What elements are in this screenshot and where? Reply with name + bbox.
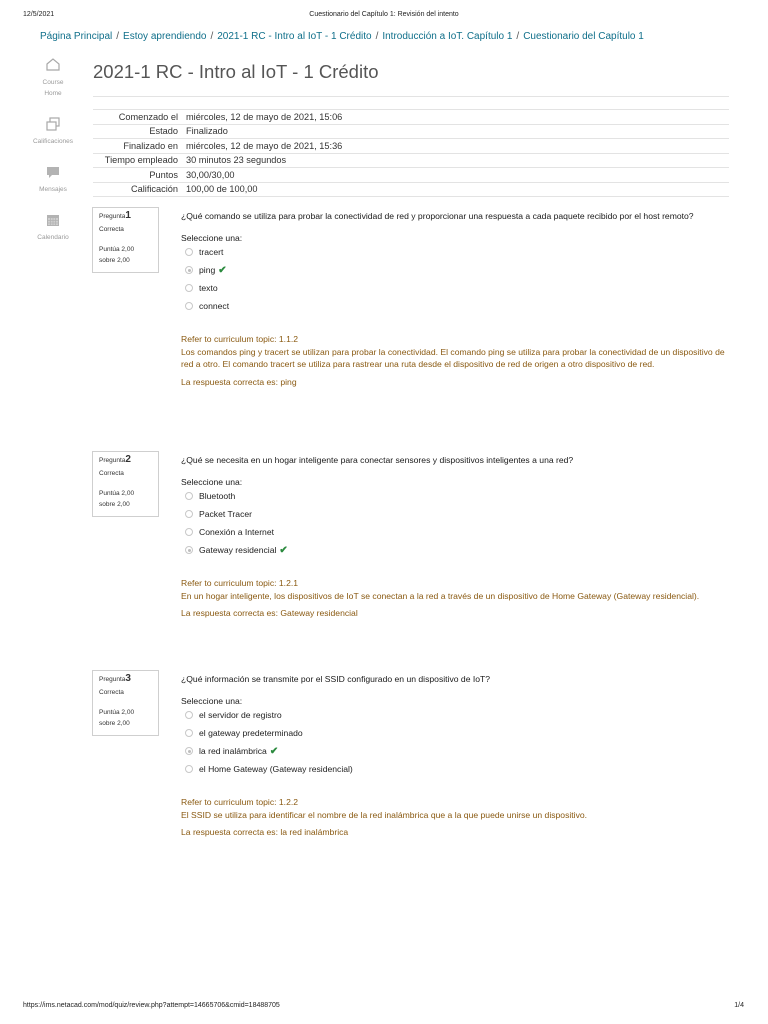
summary-value: 30,00/30,00 xyxy=(186,169,235,180)
print-footer xyxy=(0,1002,768,1012)
sidebar-label-messages: Mensajes xyxy=(39,186,67,193)
answer-option-label: Conexión a Internet xyxy=(199,527,275,537)
calendar-icon xyxy=(26,212,80,230)
question-grade: Puntúa 2,00 xyxy=(99,490,135,497)
summary-value: miércoles, 12 de mayo de 2021, 15:06 xyxy=(186,111,343,122)
question-info-2 xyxy=(92,451,159,517)
breadcrumb-item-learning[interactable]: Estoy aprendiendo xyxy=(123,31,207,42)
radio-button[interactable] xyxy=(185,492,193,500)
radio-button[interactable] xyxy=(185,729,193,737)
answer-prompt: Seleccione una: xyxy=(181,696,243,706)
answer-prompt: Seleccione una: xyxy=(181,233,243,243)
question-content-2 xyxy=(181,454,726,618)
summary-label: Comenzado el xyxy=(118,111,178,122)
print-date: 12/5/2021 xyxy=(23,11,55,18)
correct-check-icon: ✔ xyxy=(218,265,227,276)
feedback-text: Los comandos ping y tracert se utilizan para probar la conectividad. El comando ping se utiliza para probar la conectividad de un dispositivo de red a otro. El comando tracert se utiliza para rastrear una ruta desde el dispositivo de red de origen a otro dispositivo de red. xyxy=(181,346,725,369)
summary-label: Puntos xyxy=(149,169,178,180)
print-url: https://ims.netacad.com/mod/quiz/review.php?attempt=14665706&cmid=18488705 xyxy=(23,1002,280,1009)
attempt-summary-table xyxy=(93,109,729,197)
answer-option[interactable] xyxy=(181,487,726,505)
summary-label: Tiempo empleado xyxy=(104,155,178,166)
question-state: Correcta xyxy=(99,226,124,233)
question-grade: Puntúa 2,00 xyxy=(99,246,135,253)
right-answer: La respuesta correcta es: Gateway residencial xyxy=(181,608,358,618)
answer-option[interactable] xyxy=(181,297,726,315)
answer-option-label: Packet Tracer xyxy=(199,509,253,519)
summary-value: miércoles, 12 de mayo de 2021, 15:36 xyxy=(186,140,343,151)
summary-row-time-taken xyxy=(93,153,729,168)
radio-button[interactable] xyxy=(185,528,193,536)
sidebar-label-course: Course xyxy=(42,79,64,86)
summary-label: Estado xyxy=(149,126,178,137)
breadcrumb-separator: / xyxy=(375,31,379,42)
answer-option[interactable] xyxy=(181,505,726,523)
radio-button[interactable] xyxy=(185,711,193,719)
question-number: 3 xyxy=(125,673,131,684)
grades-icon xyxy=(26,116,80,134)
radio-button[interactable] xyxy=(185,765,193,773)
summary-row-completed xyxy=(93,139,729,154)
question-number: 2 xyxy=(125,454,131,465)
page-title: 2021-1 RC - Intro al IoT - 1 Crédito xyxy=(93,61,379,82)
answer-option[interactable] xyxy=(181,760,726,778)
question-content-1 xyxy=(181,210,726,387)
answer-option-label: ping xyxy=(199,265,216,275)
answer-option-label: el gateway predeterminado xyxy=(199,728,303,738)
answer-option-label: la red inalámbrica xyxy=(199,746,267,756)
summary-row-started xyxy=(93,110,729,125)
radio-button-checked[interactable] xyxy=(185,747,193,755)
radio-button[interactable] xyxy=(185,302,193,310)
question-text: ¿Qué información se transmite por el SSID configurado en un dispositivo de IoT? xyxy=(181,674,491,684)
title-divider xyxy=(93,96,729,97)
summary-row-grade xyxy=(93,182,729,197)
answer-option-selected[interactable] xyxy=(181,742,726,760)
sidebar-item-grades[interactable] xyxy=(26,116,80,147)
breadcrumb xyxy=(40,31,644,42)
breadcrumb-separator: / xyxy=(210,31,214,42)
home-icon xyxy=(26,57,80,75)
question-info-3 xyxy=(92,670,159,736)
question-content-3 xyxy=(181,673,726,837)
right-answer: La respuesta correcta es: la red inalámbrica xyxy=(181,827,349,837)
question-grade: Puntúa 2,00 xyxy=(99,709,135,716)
general-feedback xyxy=(181,577,726,602)
right-answer: La respuesta correcta es: ping xyxy=(181,376,297,387)
radio-button-checked[interactable] xyxy=(185,546,193,554)
answer-option[interactable] xyxy=(181,523,726,541)
feedback-topic: Refer to curriculum topic: 1.1.2 xyxy=(181,334,299,344)
answer-option[interactable] xyxy=(181,706,726,724)
sidebar-label-calendar: Calendario xyxy=(37,234,69,241)
summary-row-state xyxy=(93,124,729,139)
feedback-text: El SSID se utiliza para identificar el nombre de la red inalámbrica que a la que puede unirse un dispositivo. xyxy=(181,809,588,820)
feedback-text: En un hogar inteligente, los dispositivos de IoT se conectan a la red a través de un dispositivo de Home Gateway (Gateway residencial). xyxy=(181,590,700,601)
question-max-grade: sobre 2,00 xyxy=(99,720,130,727)
sidebar-item-course-home[interactable] xyxy=(26,57,80,99)
question-info-1 xyxy=(92,207,159,273)
summary-value: 30 minutos 23 segundos xyxy=(186,155,287,166)
breadcrumb-item-quiz[interactable]: Cuestionario del Capítulo 1 xyxy=(523,31,644,42)
question-state: Correcta xyxy=(99,470,124,477)
radio-button-checked[interactable] xyxy=(185,266,193,274)
answer-prompt: Seleccione una: xyxy=(181,477,243,487)
breadcrumb-item-course[interactable]: 2021-1 RC - Intro al IoT - 1 Crédito xyxy=(217,31,372,42)
answer-option-label: el Home Gateway (Gateway residencial) xyxy=(199,764,353,774)
answer-option[interactable] xyxy=(181,279,726,297)
answer-option-label: el servidor de registro xyxy=(199,710,282,720)
radio-button[interactable] xyxy=(185,284,193,292)
answer-option-label: Bluetooth xyxy=(199,491,236,501)
question-text: ¿Qué se necesita en un hogar inteligente para conectar sensores y dispositivos inteligentes a una red? xyxy=(181,455,574,465)
chat-bubble-icon xyxy=(26,164,80,182)
feedback-topic: Refer to curriculum topic: 1.2.1 xyxy=(181,578,299,588)
answer-option-selected[interactable] xyxy=(181,541,726,559)
breadcrumb-item-chapter[interactable]: Introducción a IoT. Capítulo 1 xyxy=(382,31,513,42)
question-label: Pregunta xyxy=(99,457,126,464)
question-text: ¿Qué comando se utiliza para probar la conectividad de red y proporcionar una respuesta a cada paquete recibido por el host remoto? xyxy=(181,211,694,221)
question-max-grade: sobre 2,00 xyxy=(99,257,130,264)
breadcrumb-item-home[interactable]: Página Principal xyxy=(40,31,113,42)
sidebar-label-home: Home xyxy=(44,90,62,97)
general-feedback xyxy=(181,796,726,821)
answer-option-selected[interactable] xyxy=(181,261,726,279)
breadcrumb-separator: / xyxy=(516,31,520,42)
answer-option-label: tracert xyxy=(199,247,224,257)
print-title: Cuestionario del Capítulo 1: Revisión del intento xyxy=(309,11,459,18)
radio-button[interactable] xyxy=(185,248,193,256)
summary-row-points xyxy=(93,168,729,183)
summary-value: Finalizado xyxy=(186,126,228,137)
print-header xyxy=(0,11,768,21)
radio-button[interactable] xyxy=(185,510,193,518)
answer-option[interactable] xyxy=(181,243,726,261)
general-feedback xyxy=(181,333,726,371)
answer-option-label: texto xyxy=(199,283,218,293)
answer-option-label: Gateway residencial xyxy=(199,545,277,555)
summary-value: 100,00 de 100,00 xyxy=(186,184,258,195)
question-state: Correcta xyxy=(99,689,124,696)
sidebar-item-messages[interactable] xyxy=(26,164,80,195)
print-page-number: 1/4 xyxy=(734,1002,744,1009)
question-max-grade: sobre 2,00 xyxy=(99,501,130,508)
breadcrumb-separator: / xyxy=(116,31,120,42)
sidebar-item-calendar[interactable] xyxy=(26,212,80,243)
sidebar-label-grades: Calificaciones xyxy=(32,138,74,145)
summary-label: Calificación xyxy=(131,184,178,195)
feedback-topic: Refer to curriculum topic: 1.2.2 xyxy=(181,797,299,807)
correct-check-icon: ✔ xyxy=(279,545,288,556)
question-number: 1 xyxy=(125,210,131,221)
question-label: Pregunta xyxy=(99,213,126,220)
answer-option[interactable] xyxy=(181,724,726,742)
question-label: Pregunta xyxy=(99,676,126,683)
answer-option-label: connect xyxy=(199,301,230,311)
correct-check-icon: ✔ xyxy=(269,746,279,757)
summary-label: Finalizado en xyxy=(123,140,178,151)
